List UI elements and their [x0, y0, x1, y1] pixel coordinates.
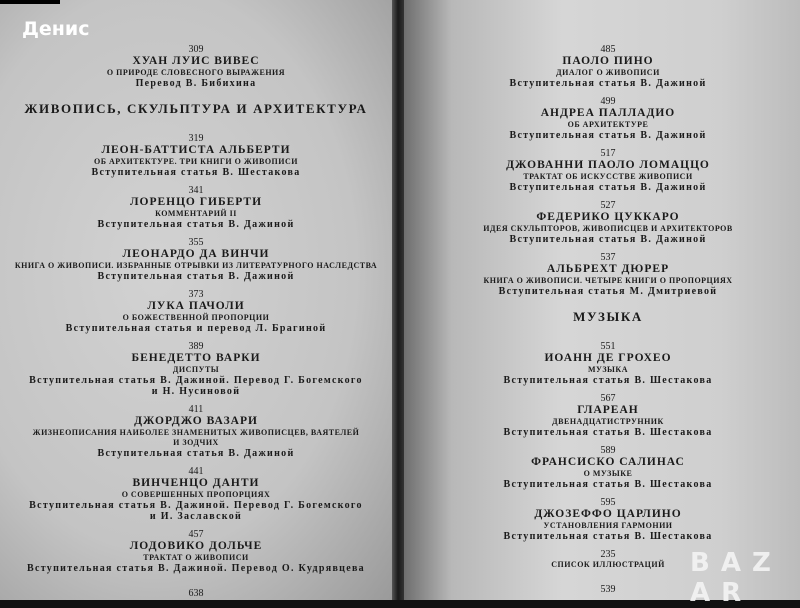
- page-number: 441: [188, 466, 204, 477]
- credit-line: Вступительная статья В. Дажиной. Перевод О. Кудрявцева: [27, 563, 365, 574]
- credit-line: Вступительная статья В. Дажиной: [509, 78, 707, 89]
- toc-entry: [0, 44, 392, 89]
- page-number: 355: [188, 237, 204, 248]
- page-number: 567: [600, 393, 616, 404]
- page-number: 341: [188, 185, 204, 196]
- author-name: ЛОДОВИКО ДОЛЬЧЕ: [129, 540, 263, 552]
- credit-line: Вступительная статья В. Дажиной: [97, 271, 295, 282]
- page-number: 485: [600, 44, 616, 55]
- credit-line: Вступительная статья В. Шестакова: [503, 531, 713, 542]
- author-name: ДЖОРДЖО ВАЗАРИ: [134, 415, 258, 427]
- background-edge: [0, 0, 60, 4]
- toc-entry: [0, 341, 392, 397]
- right-page: [404, 0, 800, 600]
- work-title: О ПРИРОДЕ СЛОВЕСНОГО ВЫРАЖЕНИЯ: [106, 68, 286, 77]
- folio-number: 638: [188, 588, 204, 599]
- author-name: ГЛАРЕАН: [577, 404, 639, 416]
- credit-line: и Н. Нусиновой: [151, 386, 241, 397]
- work-title: ЖИЗНЕОПИСАНИЯ НАИБОЛЕЕ ЗНАМЕНИТЫХ ЖИВОПИСЦЕВ, ВАЯТЕЛЕЙ: [32, 428, 360, 437]
- work-title: ИДЕЯ СКУЛЬПТОРОВ, ЖИВОПИСЦЕВ И АРХИТЕКТОРОВ: [483, 224, 733, 233]
- page-number: 595: [600, 497, 616, 508]
- toc-entry: [398, 341, 800, 386]
- work-title: И ЗОДЧИХ: [173, 438, 219, 447]
- author-name: ЛУКА ПАЧОЛИ: [147, 300, 245, 312]
- credit-line: Вступительная статья В. Шестакова: [91, 167, 301, 178]
- page-number: 551: [600, 341, 616, 352]
- credit-line: Вступительная статья В. Дажиной: [97, 219, 295, 230]
- bazar-logo: B A Z A R: [690, 548, 772, 608]
- author-name: ДЖОВАННИ ПАОЛО ЛОМАЦЦО: [506, 159, 710, 171]
- page-number: 537: [600, 252, 616, 263]
- toc-entry: [0, 404, 392, 459]
- work-title: О МУЗЫКЕ: [583, 469, 633, 478]
- section-heading: ЖИВОПИСЬ, СКУЛЬПТУРА И АРХИТЕКТУРА: [24, 101, 368, 116]
- toc-entry: [398, 445, 800, 490]
- author-name: ФЕДЕРИКО ЦУККАРО: [536, 211, 680, 223]
- author-name: ПАОЛО ПИНО: [562, 55, 654, 67]
- work-title: КОММЕНТАРИЙ II: [155, 209, 237, 218]
- toc-entry: [398, 96, 800, 141]
- author-name: ИОАНН ДЕ ГРОХЕО: [544, 352, 672, 364]
- page-number: 235: [600, 549, 616, 560]
- author-name: ЛЕОН-БАТТИСТА АЛЬБЕРТИ: [101, 144, 291, 156]
- page-number: 373: [188, 289, 204, 300]
- author-name: ЛЕОНАРДО ДА ВИНЧИ: [122, 248, 270, 260]
- author-name: АНДРЕА ПАЛЛАДИО: [540, 107, 676, 119]
- author-name: ВИНЧЕНЦО ДАНТИ: [132, 477, 260, 489]
- work-title: ДВЕНАДЦАТИСТРУННИК: [552, 417, 664, 426]
- author-name: БЕНЕДЕТТО ВАРКИ: [131, 352, 261, 364]
- work-title: КНИГА О ЖИВОПИСИ. ИЗБРАННЫЕ ОТРЫВКИ ИЗ ЛИТЕРАТУРНОГО НАСЛЕДСТВА: [14, 261, 378, 270]
- work-title: ОБ АРХИТЕКТУРЕ: [567, 120, 649, 129]
- page-number: 309: [188, 44, 204, 55]
- author-name: ФРАНСИСКО САЛИНАС: [531, 456, 685, 468]
- toc-entry: [0, 185, 392, 230]
- left-page: [0, 0, 392, 600]
- credit-line: Вступительная статья В. Шестакова: [503, 479, 713, 490]
- work-title: ОБ АРХИТЕКТУРЕ. ТРИ КНИГИ О ЖИВОПИСИ: [93, 157, 298, 166]
- toc-entry: [0, 466, 392, 522]
- toc-entry: [398, 44, 800, 89]
- work-title: МУЗЫКА: [588, 365, 628, 374]
- work-title: ДИСПУТЫ: [172, 365, 220, 374]
- folio-number: 539: [600, 584, 616, 595]
- credit-line: Вступительная статья В. Дажиной. Перевод Г. Богемского: [29, 375, 363, 386]
- credit-line: Вступительная статья и перевод Л. Брагиной: [65, 323, 327, 334]
- work-title: УСТАНОВЛЕНИЯ ГАРМОНИИ: [543, 521, 673, 530]
- author-name: ХУАН ЛУИС ВИВЕС: [132, 55, 260, 67]
- toc-entry: [0, 133, 392, 178]
- author-name: ДЖОЗЕФФО ЦАРЛИНО: [534, 508, 682, 520]
- author-name: АЛЬБРЕХТ ДЮРЕР: [546, 263, 670, 275]
- toc-entry: [0, 289, 392, 334]
- credit-line: Вступительная статья В. Дажиной: [509, 182, 707, 193]
- page-number: 389: [188, 341, 204, 352]
- work-title: СПИСОК ИЛЛЮСТРАЦИЙ: [551, 560, 665, 569]
- toc-entry: [398, 200, 800, 245]
- work-title: ТРАКТАТ О ЖИВОПИСИ: [143, 553, 249, 562]
- credit-line: и И. Заславской: [149, 511, 243, 522]
- credit-line: Вступительная статья В. Шестакова: [503, 375, 713, 386]
- work-title: ДИАЛОГ О ЖИВОПИСИ: [556, 68, 660, 77]
- page-number: 457: [188, 529, 204, 540]
- work-title: О БОЖЕСТВЕННОЙ ПРОПОРЦИИ: [122, 313, 270, 322]
- seller-watermark: Денис: [22, 18, 90, 40]
- toc-entry: [398, 252, 800, 297]
- toc-entry: [398, 393, 800, 438]
- credit-line: Перевод В. Бибихина: [135, 78, 257, 89]
- left-contents: [0, 0, 392, 599]
- toc-entry: [398, 148, 800, 193]
- work-title: О СОВЕРШЕННЫХ ПРОПОРЦИЯХ: [121, 490, 271, 499]
- credit-line: Вступительная статья М. Дмитриевой: [498, 286, 718, 297]
- page-number: 527: [600, 200, 616, 211]
- credit-line: Вступительная статья В. Дажиной: [509, 130, 707, 141]
- page-number: 319: [188, 133, 204, 144]
- right-contents: [398, 0, 800, 595]
- credit-line: Вступительная статья В. Дажиной: [509, 234, 707, 245]
- work-title: КНИГА О ЖИВОПИСИ. ЧЕТЫРЕ КНИГИ О ПРОПОРЦИЯХ: [483, 276, 733, 285]
- page-number: 499: [600, 96, 616, 107]
- section-heading: МУЗЫКА: [573, 309, 643, 324]
- credit-line: Вступительная статья В. Шестакова: [503, 427, 713, 438]
- work-title: ТРАКТАТ ОБ ИСКУССТВЕ ЖИВОПИСИ: [523, 172, 693, 181]
- credit-line: Вступительная статья В. Дажиной. Перевод Г. Богемского: [29, 500, 363, 511]
- credit-line: Вступительная статья В. Дажиной: [97, 448, 295, 459]
- author-name: ЛОРЕНЦО ГИБЕРТИ: [129, 196, 263, 208]
- page-number: 411: [188, 404, 204, 415]
- page-number: 589: [600, 445, 616, 456]
- toc-entry: [398, 497, 800, 542]
- toc-entry: [0, 237, 392, 282]
- page-number: 517: [600, 148, 616, 159]
- toc-entry: [0, 529, 392, 574]
